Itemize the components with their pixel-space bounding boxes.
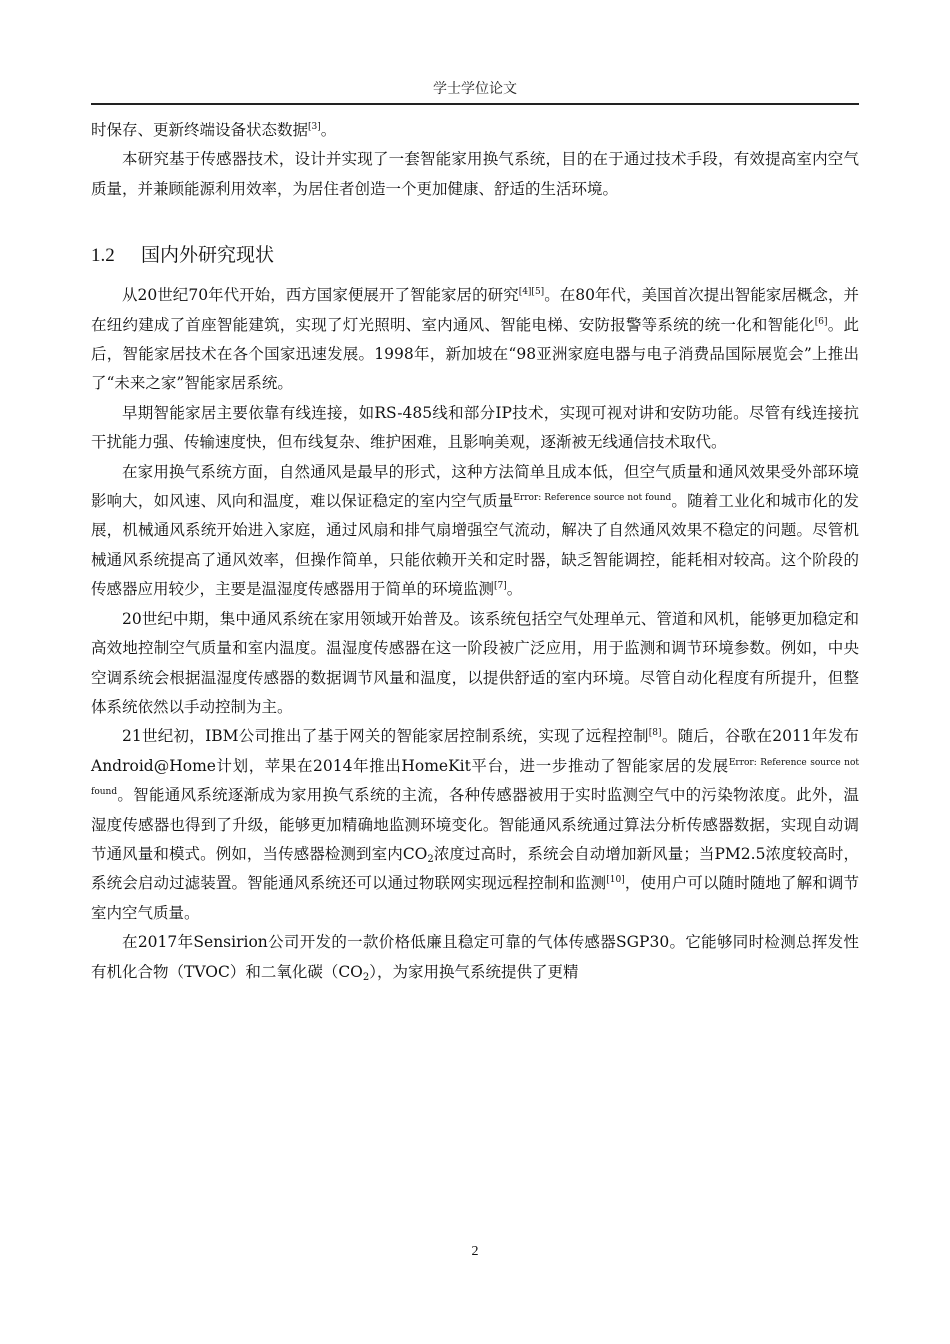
text: 。此后，智能家居技术在各个国家迅速发展。1998年，新加坡在“98亚洲家庭电器与电子消费品国际展览会”上推出了“未来之家”智能家居系统。 (91, 315, 859, 393)
text: ），为家用换气系统提供了更精 (369, 962, 579, 981)
citation: [8] (648, 728, 662, 739)
text: 从20世纪70年代开始，西方国家便展开了智能家居的研究 (122, 286, 519, 305)
citation: [3] (308, 122, 321, 132)
paragraph-wired: 早期智能家居主要依靠有线连接，如RS-485线和部分IP技术，实现可视对讲和安防功能。尽管有线连接抗干扰能力强、传输速度快，但布线复杂、维护困难，且影响美观，逐渐被无线通信技术取代。 (91, 403, 859, 452)
page-body (91, 116, 859, 987)
text: 时保存、更新终端设备状态数据 (91, 121, 309, 139)
running-header: 学士学位论文 (433, 81, 517, 97)
reference-error: Error: Reference source not found (91, 757, 859, 798)
paragraph-sgp30 (91, 928, 859, 987)
text: 。智能通风系统逐渐成为家用换气系统的主流，各种传感器被用于实时监测空气中的污染物浓度。此外，温湿度传感器也得到了升级，能够更加精确地监测环境变化。智能通风系统通过算法分析传感器数据，实现自动调节通风量和模式。例如，当传感器检测到室内CO (91, 786, 859, 863)
section-heading (91, 240, 859, 271)
text: 21世纪初，IBM公司推出了基于网关的智能家居控制系统，实现了远程控制 (122, 727, 649, 746)
section-number: 1.2 (91, 245, 115, 267)
text: 。 (506, 580, 523, 599)
citation: [10] (606, 875, 625, 886)
paragraph-history (91, 281, 859, 399)
paragraph-continued (91, 116, 859, 145)
text: 。 (320, 121, 337, 139)
text: 在家用换气系统方面，自然通风是最早的形式，这种方法简单且成本低，但空气质量和通风效果受外部环境影响大，如风速、风向和温度，难以保证稳定的室内空气质量 (91, 462, 859, 511)
paragraph-smart-ventilation (91, 722, 859, 928)
page-number: 2 (471, 1244, 479, 1259)
text: 。在80年代，美国首次提出智能家居概念，并在纽约建成了首座智能建筑，实现了灯光照明、室内通风、智能电梯、安防报警等系统的统一化和智能化 (91, 286, 859, 334)
subscript: 2 (427, 853, 434, 865)
paragraph-central-ventilation: 20世纪中期，集中通风系统在家用领域开始普及。该系统包括空气处理单元、管道和风机，能够更加稳定和高效地控制空气质量和室内温度。温湿度传感器在这一阶段被广泛应用，用于监测和调节环境参数。例如，中央空调系统会根据温湿度传感器的数据调节风量和温度，以提供舒适的室内环境。尽管自动化程度有所提升，但整体系统依然以手动控制为主。 (91, 609, 859, 716)
paragraph-research-goal: 本研究基于传感器技术，设计并实现了一套智能家用换气系统，目的在于通过技术手段，有效提高室内空气质量，并兼顾能源利用效率，为居住者创造一个更加健康、舒适的生活环境。 (91, 150, 859, 198)
paragraph-ventilation (91, 458, 859, 605)
header-rule (91, 103, 859, 105)
citation: [6] (814, 316, 828, 327)
subscript: 2 (362, 971, 370, 983)
text: 浓度过高时，系统会自动增加新风量；当PM2.5浓度较高时，系统会启动过滤装置。智能通风系统还可以通过物联网实现远程控制和监测 (91, 844, 859, 893)
text: 。随后，谷歌在2011年发布Android@Home计划，苹果在2014年推出HomeKit平台，进一步推动了智能家居的发展 (91, 727, 859, 775)
citation: [4][5] (518, 287, 545, 298)
text: 在2017年Sensirion公司开发的一款价格低廉且稳定可靠的气体传感器SGP30。它能够同时检测总挥发性有机化合物（TVOC）和二氧化碳（CO (91, 933, 859, 981)
citation: [7] (494, 581, 507, 592)
text: ，使用户可以随时随地了解和调节室内空气质量。 (91, 874, 859, 922)
text: 。随着工业化和城市化的发展，机械通风系统开始进入家庭，通过风扇和排气扇增强空气流动，解决了自然通风效果不稳定的问题。尽管机械通风系统提高了通风效率，但操作简单，只能依赖开关和定时器，缺乏智能调控，能耗相对较高。这个阶段的传感器应用较少，主要是温湿度传感器用于简单的环境监测 (91, 492, 859, 599)
reference-error: Error: Reference source not found (513, 493, 672, 504)
section-title: 国内外研究现状 (141, 244, 275, 267)
